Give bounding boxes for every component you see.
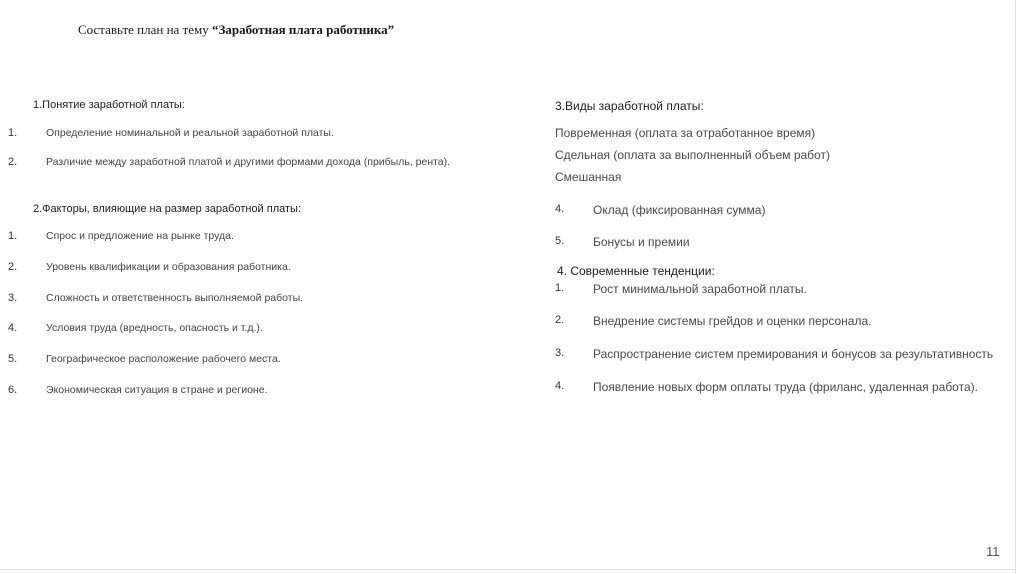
section3-type-3: Смешанная <box>555 170 622 184</box>
section2-item-5: Географическое расположение рабочего места. <box>46 353 281 365</box>
section4-item-2-number: 2. <box>555 314 565 326</box>
section2-item-2: Уровень квалификации и образования работника. <box>46 261 291 273</box>
section2-item-2-number: 2. <box>8 261 18 273</box>
section2-item-6-number: 6. <box>8 384 18 396</box>
section4-item-1: Рост минимальной заработной платы. <box>593 282 807 296</box>
page-number: 11 <box>986 544 1000 559</box>
section4-item-4-number: 4. <box>555 380 565 392</box>
slide-border-right <box>1015 0 1016 574</box>
section2-item-1: Спрос и предложение на рынке труда. <box>46 230 234 242</box>
section2-item-4: Условия труда (вредность, опасность и т.д.). <box>46 322 263 334</box>
section2-item-4-number: 4. <box>8 322 18 334</box>
section1-item-2: Различие между заработной платой и другими формами дохода (прибыль, рента). <box>46 156 451 168</box>
section1-item-2-number: 2. <box>8 156 18 168</box>
section3-item-5-number: 5. <box>555 235 565 247</box>
section4-item-3-number: 3. <box>555 347 565 359</box>
section2-item-5-number: 5. <box>8 353 18 365</box>
section4-item-1-number: 1. <box>555 282 565 294</box>
title-prefix: Составьте план на тему <box>78 22 212 37</box>
section2-item-6: Экономическая ситуация в стране и регионе. <box>46 384 268 396</box>
section3-type-2: Сдельная (оплата за выполненный объем работ) <box>555 148 830 162</box>
section3-type-1: Повременная (оплата за отработанное время) <box>555 126 816 140</box>
section4-heading: 4. Современные тенденции: <box>557 264 715 278</box>
section2-item-3: Сложность и ответственность выполняемой работы. <box>46 292 304 304</box>
section2-item-3-number: 3. <box>8 292 18 304</box>
section2-heading: 2.Факторы, влияющие на размер заработной платы: <box>33 203 302 215</box>
section3-item-4-number: 4. <box>555 203 565 215</box>
slide-border-bottom <box>0 569 1016 570</box>
slide-title <box>78 22 394 38</box>
section2-item-1-number: 1. <box>8 230 18 242</box>
title-topic: “Заработная плата работника” <box>211 22 395 37</box>
section1-heading: 1.Понятие заработной платы: <box>33 99 185 111</box>
section3-item-4: Оклад (фиксированная сумма) <box>593 203 766 217</box>
section4-item-2: Внедрение системы грейдов и оценки персонала. <box>593 314 872 328</box>
section4-item-3: Распространение систем премирования и бонусов за результативность <box>593 347 994 361</box>
section1-item-1-number: 1. <box>8 127 18 139</box>
section3-item-5: Бонусы и премии <box>593 235 690 249</box>
section3-heading: 3.Виды заработной платы: <box>555 99 704 113</box>
section4-item-4: Появление новых форм оплаты труда (фриланс, удаленная работа). <box>593 380 978 394</box>
section1-item-1: Определение номинальной и реальной заработной платы. <box>46 127 334 139</box>
